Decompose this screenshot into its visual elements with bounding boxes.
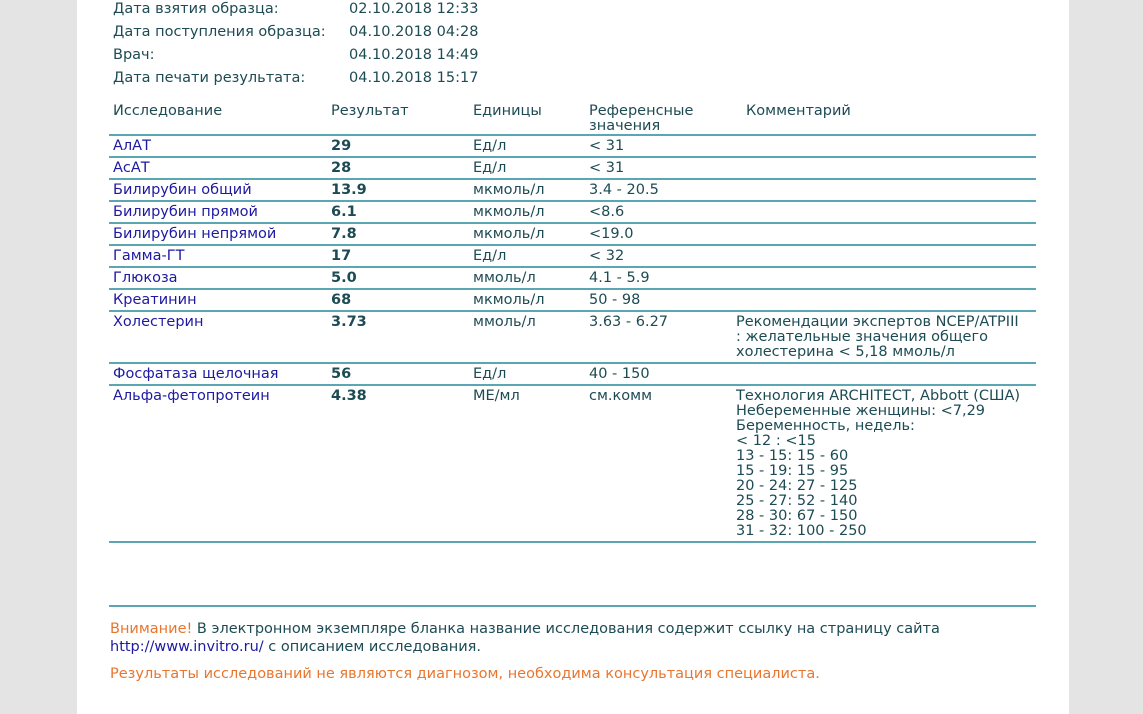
meta-value: 04.10.2018 15:17 [349,70,479,86]
units: мкмоль/л [469,201,585,223]
reference-range: <19.0 [585,223,732,245]
reference-range: < 31 [585,135,732,157]
meta-label: Дата поступления образца: [113,24,326,40]
result-sheet [77,0,1069,714]
meta-value: 02.10.2018 12:33 [349,1,479,17]
comment [732,223,1036,245]
meta-row [113,0,478,23]
result-value: 56 [327,363,469,385]
comment: Рекомендации экспертов NCEP/ATPIII : желательные значения общего холестерина < 5,18 ммоль/л [732,311,1036,363]
result-value: 3.73 [327,311,469,363]
table-row [109,385,1036,542]
table-row [109,157,1036,179]
meta-row [113,46,478,69]
meta-row [113,69,478,92]
reference-range: см.комм [585,385,732,542]
disclaimer: Результаты исследований не являются диагнозом, необходима консультация специалиста. [110,666,820,682]
reference-range: 3.63 - 6.27 [585,311,732,363]
units: мкмоль/л [469,223,585,245]
meta-value: 04.10.2018 14:49 [349,47,479,63]
table-row [109,267,1036,289]
header-units: Единицы [469,102,585,135]
result-value: 5.0 [327,267,469,289]
units: мкмоль/л [469,179,585,201]
meta-label: Дата взятия образца: [113,1,279,17]
meta-label: Врач: [113,47,155,63]
test-name[interactable]: Билирубин общий [109,179,327,201]
table-row [109,201,1036,223]
units: Ед/л [469,157,585,179]
divider [109,605,1036,607]
comment [732,157,1036,179]
test-name[interactable]: Глюкоза [109,267,327,289]
reference-range: <8.6 [585,201,732,223]
invitro-link[interactable]: http://www.invitro.ru/ [110,639,264,655]
result-value: 68 [327,289,469,311]
comment [732,363,1036,385]
test-name[interactable]: Креатинин [109,289,327,311]
table-row [109,363,1036,385]
result-value: 13.9 [327,179,469,201]
reference-range: 4.1 - 5.9 [585,267,732,289]
notice-text: В электронном экземпляре бланка название исследования содержит ссылку на страницу сайта [192,621,940,637]
result-value: 4.38 [327,385,469,542]
table-header-row [109,102,1036,135]
sample-info [113,0,478,92]
comment [732,267,1036,289]
result-value: 29 [327,135,469,157]
meta-row [113,23,478,46]
table-row [109,179,1036,201]
comment [732,245,1036,267]
units: Ед/л [469,135,585,157]
table-row [109,135,1036,157]
units: мкмоль/л [469,289,585,311]
units: МЕ/мл [469,385,585,542]
header-result: Результат [327,102,469,135]
units: Ед/л [469,245,585,267]
comment [732,179,1036,201]
header-test: Исследование [109,102,327,135]
header-reference-text: Референсные значения [589,103,694,134]
table-row [109,223,1036,245]
table-row [109,289,1036,311]
warning-label: Внимание! [110,621,193,637]
result-value: 7.8 [327,223,469,245]
table-row [109,245,1036,267]
results-table [109,102,1036,543]
result-value: 28 [327,157,469,179]
reference-range: 3.4 - 20.5 [585,179,732,201]
comment [732,135,1036,157]
test-name[interactable]: Билирубин прямой [109,201,327,223]
comment: Технология ARCHITECT, Abbott (США) Небеременные женщины: <7,29 Беременность, недель: < 12 : <15 13 - 15: 15 - 60 15 - 19: 15 - 95 20 - 24: 27 - 125 25 - 27: 52 - 140 28 - 30: 67 - 150 31 - 32: 100 - 250 [732,385,1036,542]
notice-text-end: с описанием исследования. [263,639,482,655]
units: ммоль/л [469,311,585,363]
comment [732,201,1036,223]
notice [110,620,940,656]
result-value: 17 [327,245,469,267]
header-reference [585,102,732,135]
result-value: 6.1 [327,201,469,223]
meta-label: Дата печати результата: [113,70,306,86]
test-name[interactable]: Альфа-фетопротеин [109,385,327,542]
reference-range: < 31 [585,157,732,179]
table-row [109,311,1036,363]
test-name[interactable]: АлАТ [109,135,327,157]
test-name[interactable]: Холестерин [109,311,327,363]
units: Ед/л [469,363,585,385]
reference-range: 50 - 98 [585,289,732,311]
comment [732,289,1036,311]
units: ммоль/л [469,267,585,289]
test-name[interactable]: АсАТ [109,157,327,179]
test-name[interactable]: Билирубин непрямой [109,223,327,245]
reference-range: 40 - 150 [585,363,732,385]
test-name[interactable]: Фосфатаза щелочная [109,363,327,385]
reference-range: < 32 [585,245,732,267]
test-name[interactable]: Гамма-ГТ [109,245,327,267]
meta-value: 04.10.2018 04:28 [349,24,479,40]
header-comment: Комментарий [732,102,1036,135]
